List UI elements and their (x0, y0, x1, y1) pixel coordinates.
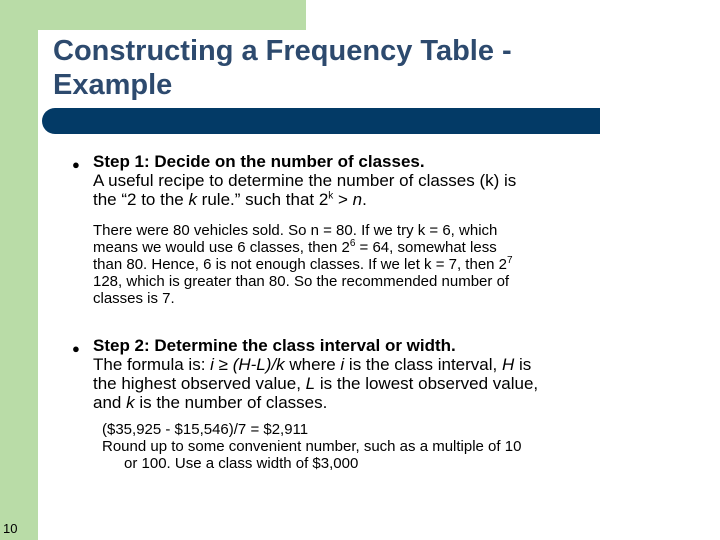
step1-block (93, 152, 516, 209)
bullet-icon: ● (72, 341, 80, 356)
step2-detail-line: or 100. Use a class width of $3,000 (124, 455, 359, 472)
step2-detail-line: Round up to some convenient number, such as a multiple of 10 (102, 438, 522, 455)
step2-detail-line: ($35,925 - $15,546)/7 = $2,911 (102, 421, 309, 438)
page-number: 10 (3, 521, 18, 536)
slide-title (53, 34, 512, 102)
bullet-icon: ● (72, 157, 80, 172)
step2-line4: and k is the number of classes. (93, 393, 328, 412)
background-green-left (0, 0, 38, 540)
slide-title-line1: Constructing a Frequency Table - (53, 35, 512, 67)
step1-detail (93, 222, 513, 307)
step2-heading: Step 2: Determine the class interval or width. (93, 336, 456, 355)
title-bar (42, 108, 600, 134)
slide-title-line2: Example (53, 69, 173, 101)
step1-detail-line: than 80. Hence, 6 is not enough classes. If we let k = 7, then $2^7$ (93, 255, 513, 273)
step2-line2: The formula is: i ≥ (H-L)/k where i is the class interval, H is (93, 355, 532, 374)
step1-detail-line: means we would use 6 classes, then $2^6 = 64$, somewhat less (93, 238, 497, 256)
step1-heading: Step 1: Decide on the number of classes. (93, 152, 425, 171)
step1-line3: the “2 to the k rule.” such that $2^k > n$. (93, 190, 367, 209)
step2-detail (102, 421, 521, 472)
step1-line2: A useful recipe to determine the number of classes (k) is (93, 171, 517, 190)
step2-line3: the highest observed value, L is the lowest observed value, (93, 374, 539, 393)
step1-detail-line: There were 80 vehicles sold. So n = 80. If we try k = 6, which (93, 222, 498, 239)
step1-detail-line: classes is 7. (93, 290, 175, 307)
step1-detail-line: 128, which is greater than 80. So the recommended number of (93, 273, 510, 290)
step2-block (93, 336, 538, 412)
